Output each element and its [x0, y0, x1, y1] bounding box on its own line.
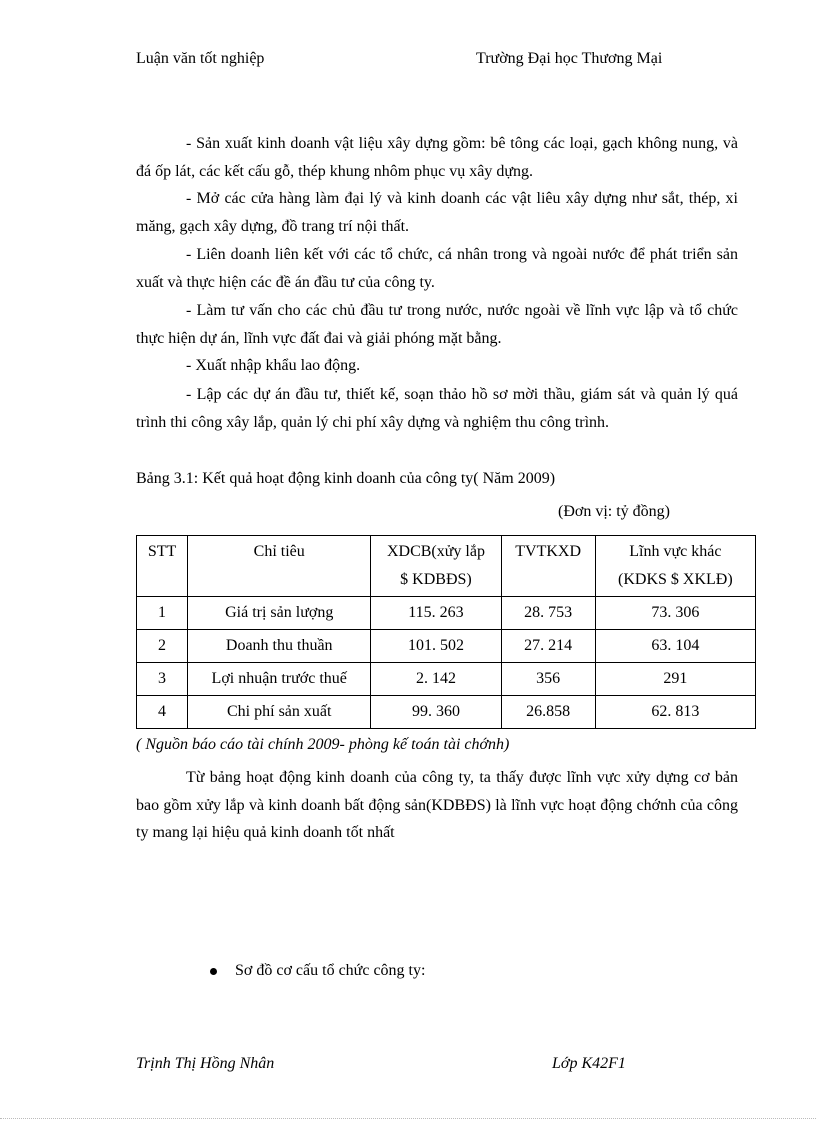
cell-xdcb: 101. 502	[371, 630, 501, 663]
source-note: ( Nguồn báo cáo tài chính 2009- phòng kế toán tài chớnh)	[136, 736, 510, 753]
cell-indicator: Chi phí sản xuất	[188, 696, 371, 729]
cell-tvtkxd: 26.858	[501, 696, 595, 729]
header-left: Luận văn tốt nghiệp	[136, 50, 265, 67]
cell-stt: 4	[137, 696, 188, 729]
footer-left: Trịnh Thị Hồng Nhân	[136, 1055, 275, 1072]
cell-stt: 1	[137, 597, 188, 630]
bullet-icon	[210, 968, 217, 975]
header-other-line1: Lĩnh vực khác	[629, 543, 722, 560]
cell-indicator: Lợi nhuận trước thuế	[188, 663, 371, 696]
cell-xdcb: 99. 360	[371, 696, 501, 729]
paragraph-1: - Sản xuất kinh doanh vật liệu xây dựng gồm: bê tông các loại, gạch không nung, và đá ốp lát, các kết cấu gỗ, thép khung nhôm phục vụ xây dựng.	[136, 135, 738, 180]
cell-tvtkxd: 356	[501, 663, 595, 696]
bullet-item	[210, 962, 425, 980]
header-xdcb-line1: XDCB(xửy lắp	[386, 543, 485, 560]
cell-other: 73. 306	[595, 597, 755, 630]
header-right: Trường Đại học Thương Mại	[476, 50, 663, 67]
paragraph-6: - Lập các dự án đầu tư, thiết kế, soạn thảo hồ sơ mời thầu, giám sát và quản lý quá trình thi công xây lắp, quản lý chi phí xây dựng và nghiệm thu công trình.	[136, 386, 738, 431]
header-xdcb	[371, 536, 501, 597]
bullet-text: Sơ đồ cơ cấu tổ chức công ty:	[235, 962, 426, 979]
header-tvtkxd: TVTKXD	[501, 536, 595, 597]
cell-indicator: Doanh thu thuần	[188, 630, 371, 663]
header-other-line2: (KDKS $ XKLĐ)	[618, 571, 733, 588]
conclusion-paragraph: Từ bảng hoạt động kinh doanh của công ty, ta thấy được lĩnh vực xửy dựng cơ bản bao gồm xửy lắp và kinh doanh bất động sản(KDBĐS) là lĩnh vực hoạt động chớnh của công ty mang lại hiệu quả kinh doanh tốt nhất	[136, 769, 738, 841]
page-divider	[0, 1118, 816, 1119]
table-header-row	[137, 536, 756, 597]
table-row	[137, 597, 756, 630]
cell-xdcb: 2. 142	[371, 663, 501, 696]
cell-stt: 3	[137, 663, 188, 696]
cell-tvtkxd: 27. 214	[501, 630, 595, 663]
header-indicator: Chỉ tiêu	[188, 536, 371, 597]
header-xdcb-line2: $ KDBĐS)	[400, 571, 472, 588]
cell-indicator: Giá trị sản lượng	[188, 597, 371, 630]
footer-right: Lớp K42F1	[552, 1055, 626, 1072]
paragraph-4: - Làm tư vấn cho các chủ đầu tư trong nước, nước ngoài về lĩnh vực lập và tổ chức thực hiện dự án, lĩnh vực đất đai và giải phóng mặt bằng.	[136, 302, 738, 347]
paragraph-2: - Mở các cửa hàng làm đại lý và kinh doanh các vật liêu xây dựng như sắt, thép, xi măng, gạch xây dựng, đồ trang trí nội thất.	[136, 190, 738, 235]
results-table	[136, 535, 756, 729]
paragraph-3: - Liên doanh liên kết với các tổ chức, cá nhân trong và ngoài nước để phát triển sản xuất và thực hiện các đề án đầu tư của công ty.	[136, 246, 738, 291]
header-other	[595, 536, 755, 597]
cell-other: 62. 813	[595, 696, 755, 729]
header-stt: STT	[137, 536, 188, 597]
cell-xdcb: 115. 263	[371, 597, 501, 630]
table-caption: Bảng 3.1: Kết quả hoạt động kinh doanh của công ty( Năm 2009)	[136, 470, 556, 487]
cell-tvtkxd: 28. 753	[501, 597, 595, 630]
table-row	[137, 696, 756, 729]
cell-stt: 2	[137, 630, 188, 663]
table-row	[137, 663, 756, 696]
cell-other: 63. 104	[595, 630, 755, 663]
table-row	[137, 630, 756, 663]
paragraph-5: - Xuất nhập khẩu lao động.	[186, 357, 361, 374]
unit-note: (Đơn vị: tỷ đồng)	[558, 503, 671, 520]
cell-other: 291	[595, 663, 755, 696]
